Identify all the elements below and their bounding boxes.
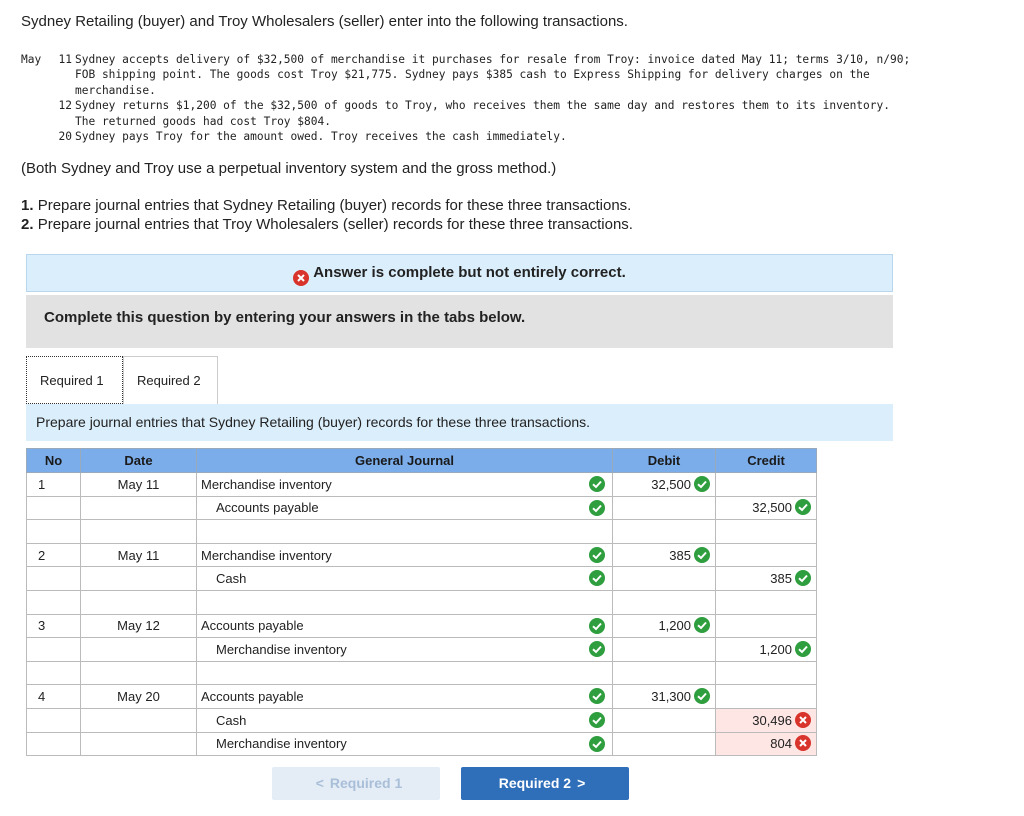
header-date: Date	[81, 449, 197, 473]
cell-empty	[613, 661, 716, 685]
cell-account[interactable]: Cash	[197, 567, 613, 591]
tab-instruction: Prepare journal entries that Sydney Retailing (buyer) records for these three transactions.	[26, 404, 893, 441]
check-icon	[589, 736, 605, 752]
cell-credit[interactable]	[716, 685, 817, 709]
tab-bar	[26, 356, 218, 404]
cell-debit[interactable]	[613, 638, 716, 662]
cell-empty	[27, 520, 81, 544]
header-debit: Debit	[613, 449, 716, 473]
check-icon	[795, 499, 811, 515]
check-icon	[589, 712, 605, 728]
check-icon	[589, 500, 605, 516]
table-row	[27, 567, 817, 591]
table-row	[27, 685, 817, 709]
cell-account[interactable]: Cash	[197, 708, 613, 732]
cell-account[interactable]: Merchandise inventory	[197, 732, 613, 756]
cell-credit[interactable]	[716, 543, 817, 567]
cell-account[interactable]: Accounts payable	[197, 614, 613, 638]
header-general-journal: General Journal	[197, 449, 613, 473]
cell-debit[interactable]: 1,200	[613, 614, 716, 638]
cell-empty	[81, 661, 197, 685]
cell-date[interactable]: May 20	[81, 685, 197, 709]
check-icon	[795, 570, 811, 586]
cell-debit[interactable]: 385	[613, 543, 716, 567]
check-icon	[589, 476, 605, 492]
table-row	[27, 708, 817, 732]
cell-no	[27, 732, 81, 756]
cell-empty	[81, 590, 197, 614]
check-icon	[694, 476, 710, 492]
cell-credit[interactable]	[716, 473, 817, 497]
next-tab-button[interactable]: Required 2 >	[461, 767, 629, 800]
cell-empty	[27, 590, 81, 614]
error-icon	[293, 264, 309, 280]
table-row	[27, 614, 817, 638]
intro-text: Sydney Retailing (buyer) and Troy Wholesalers (seller) enter into the following transactions.	[21, 13, 628, 30]
transaction-item: 12 Sydney returns $1,200 of the $32,500 of goods to Troy, who receives them the same day and restores them to its inventory. The returned goods had cost Troy $804.	[58, 99, 890, 128]
cell-debit[interactable]	[613, 496, 716, 520]
cell-no	[27, 567, 81, 591]
cell-account[interactable]: Merchandise inventory	[197, 543, 613, 567]
cell-debit[interactable]	[613, 732, 716, 756]
cell-empty	[27, 661, 81, 685]
table-row	[27, 732, 817, 756]
cell-date[interactable]	[81, 638, 197, 662]
cell-credit[interactable]: 30,496	[716, 708, 817, 732]
cell-date[interactable]: May 12	[81, 614, 197, 638]
error-icon	[795, 712, 811, 728]
check-icon	[589, 618, 605, 634]
status-alert: Answer is complete but not entirely correct.	[26, 254, 893, 292]
transaction-item: May 11 Sydney accepts delivery of $32,500 of merchandise it purchases for resale from Troy: invoice dated May 11; terms 3/10, n/90; FOB shipping point. The goods cost Troy $21,775. Sydney pays $385 cash to Express Shipping for delivery charges on the merchandise.	[21, 53, 911, 97]
check-icon	[589, 688, 605, 704]
check-icon	[694, 617, 710, 633]
cell-no	[27, 496, 81, 520]
cell-credit[interactable]: 1,200	[716, 638, 817, 662]
cell-date[interactable]	[81, 732, 197, 756]
cell-debit[interactable]: 32,500	[613, 473, 716, 497]
requirements-list	[21, 196, 633, 234]
complete-prompt: Complete this question by entering your answers in the tabs below.	[26, 295, 893, 348]
cell-empty	[613, 520, 716, 544]
table-row	[27, 638, 817, 662]
cell-date[interactable]: May 11	[81, 473, 197, 497]
check-icon	[694, 688, 710, 704]
cell-empty	[716, 590, 817, 614]
cell-debit[interactable]	[613, 708, 716, 732]
cell-account[interactable]: Accounts payable	[197, 496, 613, 520]
table-row	[27, 543, 817, 567]
cell-date[interactable]	[81, 708, 197, 732]
cell-no: 4	[27, 685, 81, 709]
cell-empty	[716, 520, 817, 544]
tab-required-2[interactable]: Required 2	[123, 356, 218, 404]
method-note: (Both Sydney and Troy use a perpetual inventory system and the gross method.)	[21, 160, 557, 177]
cell-account[interactable]: Accounts payable	[197, 685, 613, 709]
prev-tab-button[interactable]: < Required 1	[272, 767, 440, 800]
table-spacer-row	[27, 590, 817, 614]
check-icon	[795, 641, 811, 657]
cell-empty	[197, 590, 613, 614]
cell-empty	[613, 590, 716, 614]
cell-credit[interactable]	[716, 614, 817, 638]
cell-debit[interactable]	[613, 567, 716, 591]
tab-required-1[interactable]: Required 1	[26, 356, 123, 404]
cell-credit[interactable]: 32,500	[716, 496, 817, 520]
cell-no	[27, 708, 81, 732]
cell-date[interactable]	[81, 496, 197, 520]
header-no: No	[27, 449, 81, 473]
cell-no: 2	[27, 543, 81, 567]
cell-empty	[197, 520, 613, 544]
cell-no: 1	[27, 473, 81, 497]
check-icon	[589, 570, 605, 586]
cell-credit[interactable]: 804	[716, 732, 817, 756]
check-icon	[694, 547, 710, 563]
cell-empty	[197, 661, 613, 685]
error-icon	[795, 735, 811, 751]
header-credit: Credit	[716, 449, 817, 473]
cell-credit[interactable]: 385	[716, 567, 817, 591]
cell-account[interactable]: Merchandise inventory	[197, 638, 613, 662]
cell-no	[27, 638, 81, 662]
requirement-1: 1. Prepare journal entries that Sydney Retailing (buyer) records for these three transactions.	[21, 197, 632, 214]
cell-empty	[716, 661, 817, 685]
cell-debit[interactable]: 31,300	[613, 685, 716, 709]
table-row	[27, 496, 817, 520]
check-icon	[589, 641, 605, 657]
transaction-item: 20 Sydney pays Troy for the amount owed. Troy receives the cash immediately.	[58, 130, 567, 144]
table-row	[27, 473, 817, 497]
cell-account[interactable]: Merchandise inventory	[197, 473, 613, 497]
requirement-2: 2. Prepare journal entries that Troy Wholesalers (seller) records for these three transactions.	[21, 216, 633, 233]
check-icon	[589, 547, 605, 563]
cell-empty	[81, 520, 197, 544]
cell-no: 3	[27, 614, 81, 638]
general-journal-table	[26, 448, 817, 756]
cell-date[interactable]: May 11	[81, 543, 197, 567]
cell-date[interactable]	[81, 567, 197, 591]
table-spacer-row	[27, 520, 817, 544]
transactions-list	[21, 52, 1011, 144]
table-spacer-row	[27, 661, 817, 685]
